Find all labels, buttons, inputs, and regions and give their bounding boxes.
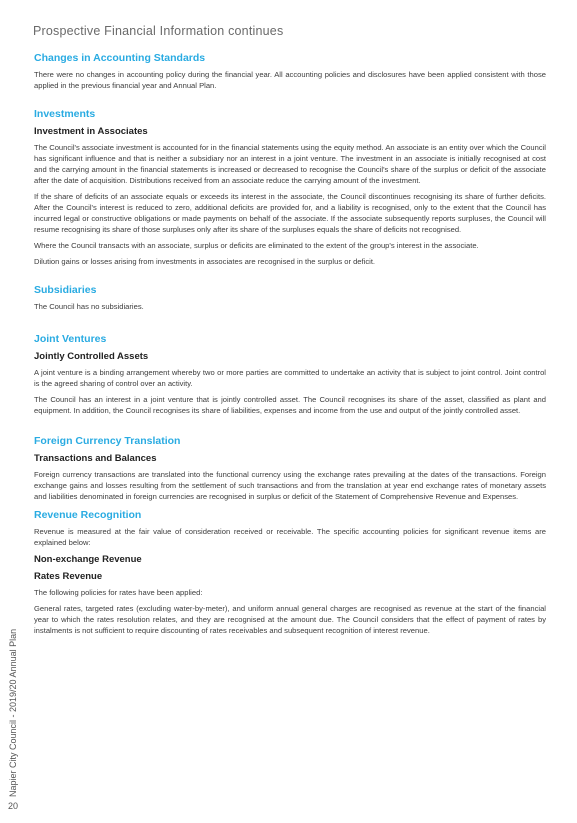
page-number: 20	[8, 801, 19, 811]
section-heading: Revenue Recognition	[34, 509, 142, 521]
section-joint-ventures	[34, 332, 546, 416]
paragraph: Foreign currency transactions are translated into the functional currency using the exchange rates prevailing at the dates of the transactions. Foreign exchange gains and losses resulting from the settlement of such transactions and from the translation at year end exchange rates of monetary assets and liabilities denominated in foreign currencies are recognised in surplus or deficit of the Statement of Comprehensive Revenue and Expenses.	[34, 470, 546, 501]
section-heading: Foreign Currency Translation	[34, 435, 181, 447]
paragraph: General rates, targeted rates (excluding water-by-meter), and uniform annual general charges are recognised as revenue at the start of the financial year to which the rates resolution relates, and they are recognised at the amount due. The Council considers that the effect of payment of rates by instalments is not sufficient to require discounting of rates receivables and subsequent recognition of interest revenue.	[34, 604, 546, 635]
section-subsidiaries	[34, 283, 546, 312]
paragraph: If the share of deficits of an associate equals or exceeds its interest in the associate, the Council discontinues recognising its share of further deficits. After the Council's interest is reduced to zero, additional deficits are provided for, and a liability is recognised, only to the extent that the Council has incurred legal or constructive obligations or made payments on behalf of the associate. If the associate subsequently reports surpluses, the Council will resume recognising its share of those surpluses only after its share of the surpluses equals the share of deficits not recognised.	[34, 192, 546, 234]
sub-heading: Investment in Associates	[34, 126, 148, 137]
section-heading: Investments	[34, 108, 96, 120]
section-revenue-recognition	[34, 508, 546, 636]
paragraph: The following policies for rates have been applied:	[34, 588, 203, 597]
section-investments	[34, 107, 546, 267]
paragraph: A joint venture is a binding arrangement whereby two or more parties are committed to undertake an activity that is subject to joint control. Joint control is the agreed sharing of control over an activity.	[34, 368, 546, 388]
side-running-title: Napier City Council - 2019/20 Annual Plan	[8, 628, 18, 797]
sub-heading: Jointly Controlled Assets	[34, 351, 149, 362]
sub-heading: Non-exchange Revenue	[34, 554, 142, 565]
document-body	[34, 51, 546, 650]
paragraph: The Council's associate investment is accounted for in the financial statements using the equity method. An associate is an entity over which the Council has significant influence and that is neither a subsidiary nor an interest in a joint venture. The investment in an associate is initially recognised at cost and the carrying amount in the financial statements is increased or decreased to recognise the Council's share of the surplus or deficit of the associate after the date of acquisition. Distributions received from an associate reduce the carrying amount of the investment.	[34, 143, 546, 185]
paragraph: Dilution gains or losses arising from investments in associates are recognised in the surplus or deficit.	[34, 257, 376, 266]
sub-heading: Transactions and Balances	[34, 453, 157, 464]
page-header: Prospective Financial Information continues	[33, 24, 284, 38]
section-foreign-currency-translation	[34, 434, 546, 502]
section-heading: Subsidiaries	[34, 284, 97, 296]
section-changes-in-accounting-standards	[34, 51, 546, 91]
paragraph: The Council has an interest in a joint venture that is jointly controlled asset. The Council recognises its share of the asset, classified as plant and equipment. In addition, the Council recognises its share of liabilities, expenses and income from the use and output of the jointly controlled asset.	[34, 395, 546, 415]
paragraph: Revenue is measured at the fair value of consideration received or receivable. The specific accounting policies for significant revenue items are explained below:	[34, 527, 546, 547]
paragraph: Where the Council transacts with an associate, surplus or deficits are eliminated to the extent of the group's interest in the associate.	[34, 241, 479, 250]
sub-heading: Rates Revenue	[34, 571, 103, 582]
paragraph: The Council has no subsidiaries.	[34, 302, 144, 311]
section-heading: Changes in Accounting Standards	[34, 52, 206, 64]
section-heading: Joint Ventures	[34, 333, 107, 345]
paragraph: There were no changes in accounting policy during the financial year. All accounting policies and disclosures have been applied consistent with those applied in the previous financial year and Annual Plan.	[34, 70, 546, 90]
